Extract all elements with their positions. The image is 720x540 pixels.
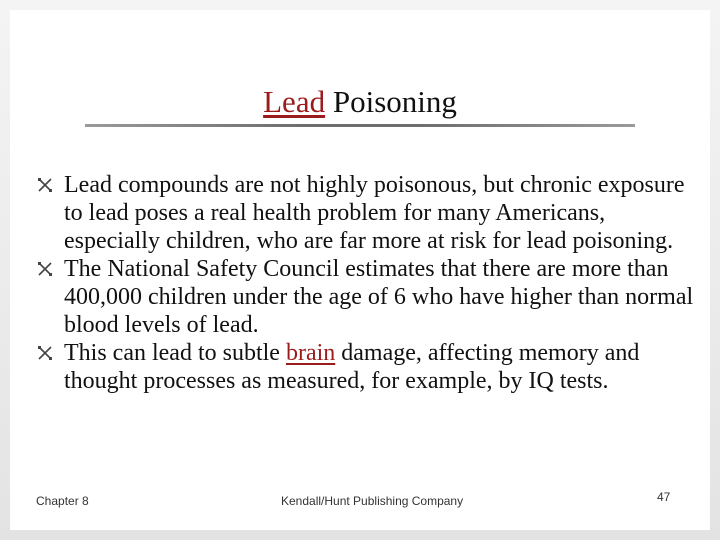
footer-chapter: Chapter 8 — [36, 494, 89, 508]
bullet-x-icon — [36, 260, 54, 278]
bullet-text: The National Safety Council estimates that there are more than 400,000 children under the age of 6 who have higher than normal blood levels of lead. — [64, 256, 694, 338]
bullet-item — [36, 171, 696, 255]
brain-link[interactable]: brain — [285, 340, 336, 366]
bullet-text: Lead compounds are not highly poisonous, but chronic exposure to lead poses a real health problem for many Americans, especially children, who are far more at risk for lead poisoning. — [64, 172, 685, 254]
bullet-item — [36, 255, 696, 339]
bullet-text-after: damage, affecting memory and thought processes as measured, for example, by IQ tests. — [64, 340, 640, 394]
title-text: Poisoning — [325, 84, 457, 119]
slide-title — [0, 82, 720, 122]
bullet-x-icon — [36, 176, 54, 194]
page-number: 47 — [657, 490, 671, 504]
bullet-list — [36, 171, 696, 395]
bullet-item — [36, 339, 696, 395]
bullet-x-icon — [36, 344, 54, 362]
title-link-lead[interactable]: Lead — [263, 84, 326, 119]
footer-publisher: Kendall/Hunt Publishing Company — [281, 494, 464, 508]
bullet-text: This can lead to subtle — [64, 340, 286, 366]
title-divider — [85, 124, 635, 127]
